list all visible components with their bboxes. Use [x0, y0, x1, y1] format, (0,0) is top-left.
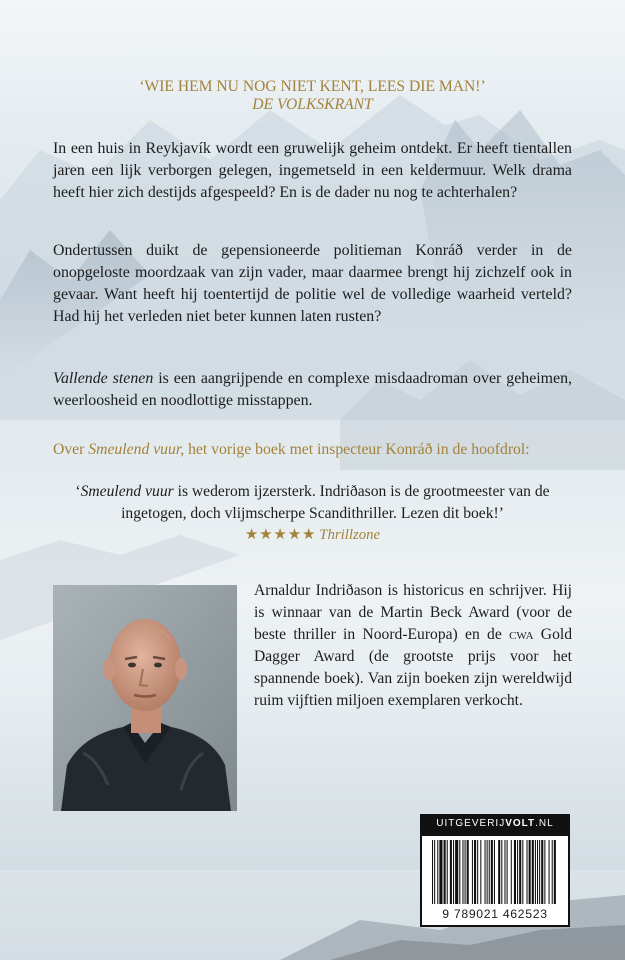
- barcode-bar: [501, 840, 502, 904]
- cwa-abbreviation: cwa: [509, 626, 534, 643]
- barcode-bar: [472, 840, 473, 904]
- star-rating: ★★★★★: [244, 527, 317, 543]
- publisher-name: VOLT: [505, 818, 536, 829]
- barcode-bar: [487, 840, 488, 904]
- book-title: Vallende stenen: [53, 370, 154, 387]
- barcode-bar: [511, 840, 512, 904]
- barcode-bar: [529, 840, 531, 904]
- barcode-bar: [541, 840, 543, 904]
- synopsis-paragraph-3-text: is een aangrijpende en complexe misdaadroman over geheimen, weerloosheid en noodlottige misstappen.: [53, 370, 572, 409]
- header-quote-source: DE VOLKSKRANT: [252, 96, 373, 113]
- barcode-box: [420, 834, 570, 927]
- previous-book-rest: het vorige boek met inspecteur Konráð in de hoofdrol:: [184, 441, 530, 458]
- synopsis-paragraph-2: Ondertussen duikt de gepensioneerde politieman Konráð verder in de onopgeloste moordzaak van zijn vader, maar daarmee brengt hij zichzelf ook in gevaar. Want heeft hij toentertijd de politie wel de volledige waarheid verteld? Had hij het verleden niet beter kunnen laten rusten?: [53, 242, 572, 325]
- barcode-bar: [514, 840, 516, 904]
- barcode-bar: [444, 840, 446, 904]
- previous-book-lead: Over: [53, 441, 89, 458]
- barcode-bar: [549, 840, 550, 904]
- author-portrait-image: [53, 585, 237, 811]
- barcode-bar: [455, 840, 458, 904]
- author-photo: [53, 585, 237, 811]
- previous-book-intro: [53, 441, 572, 459]
- barcode-bar: [519, 840, 521, 904]
- barcode-bar: [462, 840, 463, 904]
- barcode-bar: [437, 840, 438, 904]
- review-rating: [0, 526, 625, 544]
- review-text: is wederom ijzersterk. Indriðason is de grootmeester van de ingetogen, doch vlijmscherpe Scandithriller. Lezen dit boek!’: [121, 483, 550, 522]
- barcode-bar: [539, 840, 540, 904]
- barcode-bar: [459, 840, 460, 904]
- author-bio-part-1: Arnaldur Indriðason is historicus en schrijver. Hij is winnaar van de Martin Beck Award (voor de beste thriller in Noord-Europa) en de: [254, 582, 572, 643]
- publisher-prefix: UITGEVERIJ: [436, 818, 506, 829]
- barcode-bar: [522, 840, 523, 904]
- barcode-bar: [491, 840, 493, 904]
- author-bio: [254, 580, 572, 712]
- barcode-bar: [447, 840, 448, 904]
- barcode-bar: [432, 840, 433, 904]
- review-open-quote: ‘: [75, 483, 81, 500]
- barcode-bar: [517, 840, 518, 904]
- synopsis-paragraph-1: In een huis in Reykjavík wordt een gruwelijk geheim ontdekt. Er heeft tientallen jaren een lijk verborgen gelegen, ingemetseld in een keldermuur. Welk drama heeft hier zich destijds afgespeeld? En is de dader nu nog te achterhalen?: [53, 140, 572, 201]
- barcode-bar: [467, 840, 469, 904]
- author-bio-part-2: Gold Dagger Award (de grootste prijs voor het spannende boek). Van zijn boeken zijn wereldwijd ruim vijftien miljoen exemplaren verkocht.: [254, 626, 572, 709]
- isbn-number: 9 789021 462523: [442, 907, 548, 921]
- synopsis-paragraph-3: [53, 368, 572, 412]
- review-book-title: Smeulend vuur: [80, 483, 174, 500]
- barcode-bar: [480, 840, 481, 904]
- barcode-bar: [453, 840, 454, 904]
- barcode-bars: [432, 840, 558, 904]
- barcode-bar: [537, 840, 538, 904]
- barcode-bar: [535, 840, 536, 904]
- barcode-bar: [498, 840, 500, 904]
- barcode-bar: [474, 840, 476, 904]
- previous-book-title: Smeulend vuur,: [88, 441, 185, 458]
- barcode-bar: [489, 840, 490, 904]
- publisher-banner: [420, 814, 570, 834]
- barcode-bar: [532, 840, 534, 904]
- barcode-bar: [507, 840, 508, 904]
- barcode-bar: [554, 840, 556, 904]
- barcode-bar: [527, 840, 528, 904]
- publisher-suffix: .NL: [535, 818, 554, 829]
- barcode-bar: [439, 840, 442, 904]
- barcode-bar: [485, 840, 486, 904]
- barcode-bar: [544, 840, 545, 904]
- review-source: Thrillzone: [319, 527, 381, 543]
- barcode-bar: [434, 840, 435, 904]
- barcode-bar: [477, 840, 478, 904]
- barcode-bar: [504, 840, 505, 904]
- header-quote: ‘WIE HEM NU NOG NIET KENT, LEES DIE MAN!’: [139, 78, 486, 95]
- review-quote: [53, 481, 572, 525]
- barcode-bar: [552, 840, 553, 904]
- barcode-bar: [494, 840, 495, 904]
- barcode-bar: [450, 840, 452, 904]
- barcode-bar: [465, 840, 466, 904]
